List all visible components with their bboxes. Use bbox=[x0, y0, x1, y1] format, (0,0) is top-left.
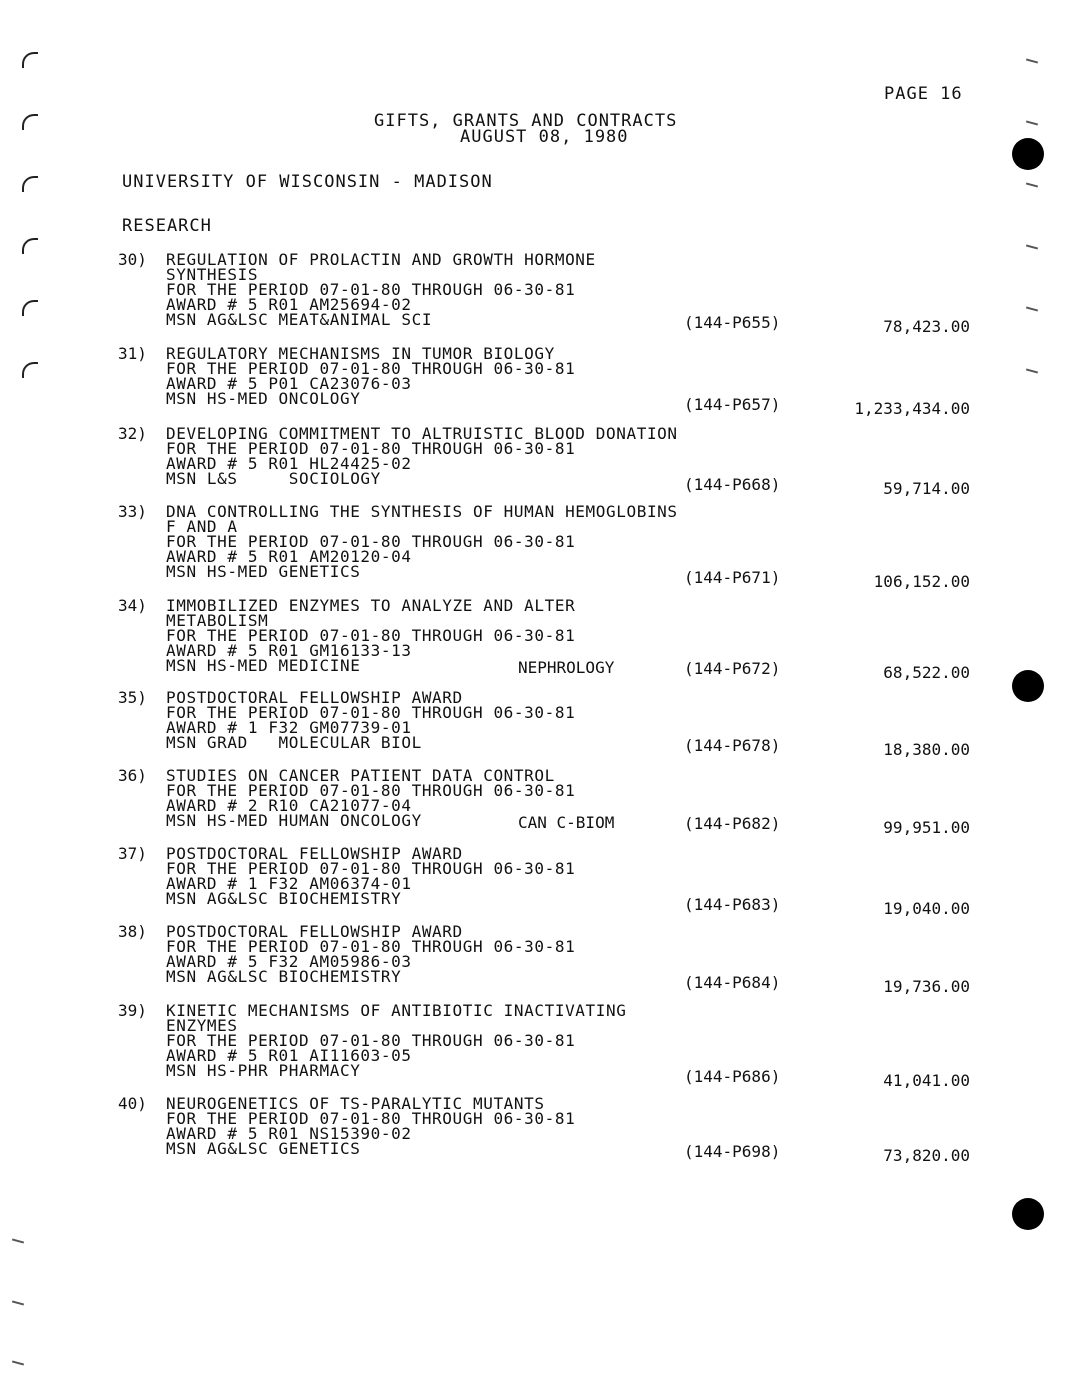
entry-title: METABOLISM bbox=[166, 611, 269, 630]
entry-title: F AND A bbox=[166, 517, 238, 536]
entry-number: 39) bbox=[118, 1001, 147, 1020]
entry-title: POSTDOCTORAL FELLOWSHIP AWARD bbox=[166, 922, 463, 941]
entry-amount: 99,951.00 bbox=[883, 818, 970, 837]
entry-account: (144-P683) bbox=[684, 895, 781, 914]
entry-title: SYNTHESIS bbox=[166, 265, 259, 284]
right-feed-tick bbox=[1026, 368, 1038, 373]
entry-period: FOR THE PERIOD 07-01-80 THROUGH 06-30-81 bbox=[166, 1031, 576, 1050]
entry-number: 40) bbox=[118, 1094, 147, 1113]
entry-amount: 59,714.00 bbox=[883, 479, 970, 498]
entry-title: NEUROGENETICS OF TS-PARALYTIC MUTANTS bbox=[166, 1094, 545, 1113]
entry-subdepartment: CAN C-BIOM bbox=[518, 813, 615, 832]
entry-number: 33) bbox=[118, 502, 147, 521]
punch-hole bbox=[1012, 1198, 1044, 1230]
punch-hole bbox=[1012, 670, 1044, 702]
entry-award: AWARD # 5 R01 AM25694-02 bbox=[166, 295, 412, 314]
entry-title: STUDIES ON CANCER PATIENT DATA CONTROL bbox=[166, 766, 555, 785]
left-feed-tick bbox=[12, 1238, 24, 1243]
entry-subdepartment: NEPHROLOGY bbox=[518, 658, 615, 677]
entry-period: FOR THE PERIOD 07-01-80 THROUGH 06-30-81 bbox=[166, 859, 576, 878]
entry-account: (144-P655) bbox=[684, 313, 781, 332]
entry-title: ENZYMES bbox=[166, 1016, 238, 1035]
entry-amount: 18,380.00 bbox=[883, 740, 970, 759]
left-feed-mark bbox=[22, 114, 38, 130]
entry-account: (144-P678) bbox=[684, 736, 781, 755]
entry-amount: 1,233,434.00 bbox=[854, 399, 970, 418]
entry-title: KINETIC MECHANISMS OF ANTIBIOTIC INACTIVATING bbox=[166, 1001, 627, 1020]
right-feed-tick bbox=[1026, 58, 1038, 63]
entry-department: MSN HS-MED MEDICINE bbox=[166, 656, 361, 675]
left-feed-mark bbox=[22, 52, 38, 68]
entry-number: 36) bbox=[118, 766, 147, 785]
entry-account: (144-P668) bbox=[684, 475, 781, 494]
document-title: GIFTS, GRANTS AND CONTRACTS bbox=[374, 111, 678, 131]
entry-award: AWARD # 1 F32 GM07739-01 bbox=[166, 718, 412, 737]
left-feed-mark bbox=[22, 300, 38, 316]
punch-hole bbox=[1012, 138, 1044, 170]
entry-title: REGULATORY MECHANISMS IN TUMOR BIOLOGY bbox=[166, 344, 555, 363]
entry-number: 34) bbox=[118, 596, 147, 615]
entry-title: REGULATION OF PROLACTIN AND GROWTH HORMONE bbox=[166, 250, 596, 269]
entry-period: FOR THE PERIOD 07-01-80 THROUGH 06-30-81 bbox=[166, 359, 576, 378]
entry-award: AWARD # 1 F32 AM06374-01 bbox=[166, 874, 412, 893]
entry-award: AWARD # 5 R01 NS15390-02 bbox=[166, 1124, 412, 1143]
entry-title: POSTDOCTORAL FELLOWSHIP AWARD bbox=[166, 688, 463, 707]
entry-award: AWARD # 5 F32 AM05986-03 bbox=[166, 952, 412, 971]
entry-amount: 19,040.00 bbox=[883, 899, 970, 918]
entry-account: (144-P684) bbox=[684, 973, 781, 992]
left-feed-tick bbox=[12, 1360, 24, 1365]
document-date: AUGUST 08, 1980 bbox=[460, 127, 629, 147]
entry-department: MSN GRAD MOLECULAR BIOL bbox=[166, 733, 422, 752]
entry-period: FOR THE PERIOD 07-01-80 THROUGH 06-30-81 bbox=[166, 937, 576, 956]
entry-number: 38) bbox=[118, 922, 147, 941]
entry-department: MSN HS-MED ONCOLOGY bbox=[166, 389, 361, 408]
entry-number: 31) bbox=[118, 344, 147, 363]
page-number: PAGE 16 bbox=[884, 84, 963, 104]
entry-award: AWARD # 5 P01 CA23076-03 bbox=[166, 374, 412, 393]
entry-account: (144-P657) bbox=[684, 395, 781, 414]
entry-number: 35) bbox=[118, 688, 147, 707]
entry-department: MSN HS-MED HUMAN ONCOLOGY bbox=[166, 811, 422, 830]
entry-amount: 19,736.00 bbox=[883, 977, 970, 996]
entry-title: POSTDOCTORAL FELLOWSHIP AWARD bbox=[166, 844, 463, 863]
entry-award: AWARD # 5 R01 GM16133-13 bbox=[166, 641, 412, 660]
entry-account: (144-P698) bbox=[684, 1142, 781, 1161]
entry-title: DNA CONTROLLING THE SYNTHESIS OF HUMAN HEMOGLOBINS bbox=[166, 502, 678, 521]
entry-title: IMMOBILIZED ENZYMES TO ANALYZE AND ALTER bbox=[166, 596, 576, 615]
entry-period: FOR THE PERIOD 07-01-80 THROUGH 06-30-81 bbox=[166, 532, 576, 551]
entry-period: FOR THE PERIOD 07-01-80 THROUGH 06-30-81 bbox=[166, 439, 576, 458]
entry-department: MSN AG&LSC BIOCHEMISTRY bbox=[166, 889, 402, 908]
entry-period: FOR THE PERIOD 07-01-80 THROUGH 06-30-81 bbox=[166, 1109, 576, 1128]
left-feed-mark bbox=[22, 176, 38, 192]
entry-account: (144-P682) bbox=[684, 814, 781, 833]
institution-name: UNIVERSITY OF WISCONSIN - MADISON bbox=[122, 172, 493, 192]
entry-period: FOR THE PERIOD 07-01-80 THROUGH 06-30-81 bbox=[166, 626, 576, 645]
entry-amount: 73,820.00 bbox=[883, 1146, 970, 1165]
entry-department: MSN AG&LSC GENETICS bbox=[166, 1139, 361, 1158]
entry-number: 30) bbox=[118, 250, 147, 269]
entry-department: MSN L&S SOCIOLOGY bbox=[166, 469, 381, 488]
entry-period: FOR THE PERIOD 07-01-80 THROUGH 06-30-81 bbox=[166, 280, 576, 299]
entry-award: AWARD # 5 R01 HL24425-02 bbox=[166, 454, 412, 473]
entry-account: (144-P672) bbox=[684, 659, 781, 678]
right-feed-tick bbox=[1026, 120, 1038, 125]
entry-amount: 41,041.00 bbox=[883, 1071, 970, 1090]
left-feed-mark bbox=[22, 362, 38, 378]
left-feed-tick bbox=[12, 1300, 24, 1305]
entry-award: AWARD # 5 R01 AI11603-05 bbox=[166, 1046, 412, 1065]
entry-department: MSN AG&LSC MEAT&ANIMAL SCI bbox=[166, 310, 433, 329]
entry-title: DEVELOPING COMMITMENT TO ALTRUISTIC BLOOD DONATION bbox=[166, 424, 678, 443]
entry-award: AWARD # 2 R10 CA21077-04 bbox=[166, 796, 412, 815]
entry-period: FOR THE PERIOD 07-01-80 THROUGH 06-30-81 bbox=[166, 781, 576, 800]
right-feed-tick bbox=[1026, 306, 1038, 311]
entry-amount: 78,423.00 bbox=[883, 317, 970, 336]
right-feed-tick bbox=[1026, 182, 1038, 187]
entry-department: MSN HS-PHR PHARMACY bbox=[166, 1061, 361, 1080]
entry-period: FOR THE PERIOD 07-01-80 THROUGH 06-30-81 bbox=[166, 703, 576, 722]
entry-number: 37) bbox=[118, 844, 147, 863]
entry-account: (144-P671) bbox=[684, 568, 781, 587]
section-heading: RESEARCH bbox=[122, 216, 212, 236]
right-feed-tick bbox=[1026, 244, 1038, 249]
entry-award: AWARD # 5 R01 AM20120-04 bbox=[166, 547, 412, 566]
entry-department: MSN HS-MED GENETICS bbox=[166, 562, 361, 581]
entry-department: MSN AG&LSC BIOCHEMISTRY bbox=[166, 967, 402, 986]
entry-amount: 68,522.00 bbox=[883, 663, 970, 682]
entry-account: (144-P686) bbox=[684, 1067, 781, 1086]
entry-amount: 106,152.00 bbox=[873, 572, 970, 591]
left-feed-mark bbox=[22, 238, 38, 254]
entry-number: 32) bbox=[118, 424, 147, 443]
